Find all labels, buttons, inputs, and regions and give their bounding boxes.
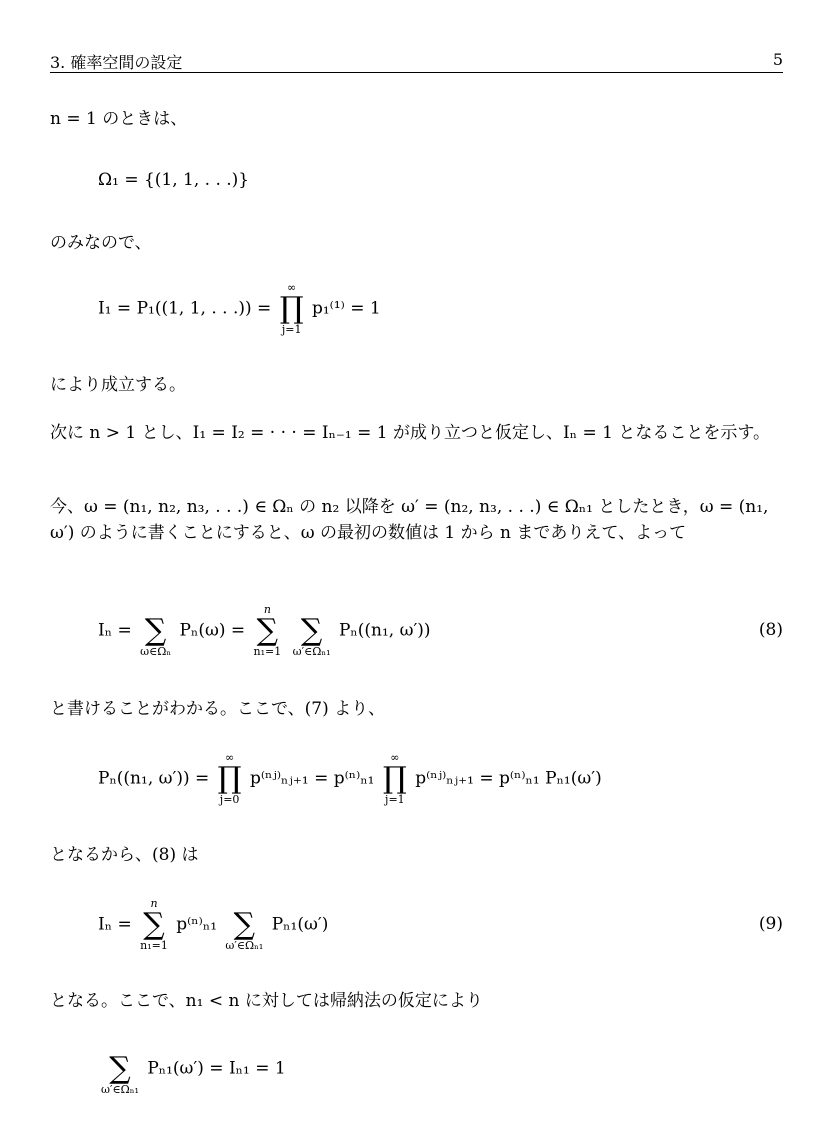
paragraph-1: n = 1 のときは、: [50, 109, 188, 129]
product-lower-limit: j=1: [281, 323, 302, 336]
eq9-rhs: Pₙ₁(ω′): [271, 914, 329, 935]
sum-operator: [140, 898, 168, 952]
product-upper-limit: ∞: [287, 281, 297, 294]
equation-number-8: (8): [758, 620, 783, 640]
equation-8: [98, 604, 783, 658]
product-symbol: ∏: [217, 761, 242, 796]
equation-I1: [98, 282, 381, 336]
eq8-mid: Pₙ(ω) =: [179, 620, 251, 641]
eq-I1-rhs: p₁⁽¹⁾ = 1: [311, 298, 381, 319]
sum-lower-limit: n₁=1: [140, 939, 168, 952]
sum-operator: [254, 604, 282, 658]
product-upper-limit: ∞: [225, 751, 235, 764]
sum-lower-limit: ω′∈Ωₙ₁: [101, 1083, 139, 1096]
sum-symbol: ∑: [109, 1051, 131, 1086]
page: [50, 0, 783, 1147]
eq8-rhs: Pₙ((n₁, ω′)): [338, 620, 431, 641]
sum-symbol: ∑: [233, 907, 256, 942]
product-operator: [383, 752, 407, 806]
paragraph-6: と書けることがわかる。ここで、(7) より、: [50, 699, 386, 719]
equation-7b: [98, 752, 602, 806]
equation-last: [98, 1042, 286, 1096]
product-symbol: ∏: [382, 761, 407, 796]
eq7b-mid: p⁽ⁿʲ⁾ₙⱼ₊₁ = p⁽ⁿ⁾ₙ₁: [249, 768, 375, 789]
sum-upper-limit: n: [150, 897, 158, 910]
page-number: 5: [772, 50, 783, 69]
sum-lower-limit: ω′∈Ωₙ₁: [292, 645, 331, 658]
sum-symbol: ∑: [256, 613, 279, 648]
sum-lower-limit: n₁=1: [253, 645, 282, 658]
sum-symbol: ∑: [144, 613, 167, 648]
sum-operator: [140, 604, 171, 658]
product-upper-limit: ∞: [390, 751, 400, 764]
paragraph-7: となるから、(8) は: [50, 845, 199, 865]
product-operator: [218, 752, 242, 806]
eq9-mid: p⁽ⁿ⁾ₙ₁: [176, 914, 218, 935]
paragraph-5: 今、ω = (n₁, n₂, n₃, . . .) ∈ Ωₙ の n₂ 以降を ω′ = (n₂, n₃, . . .) ∈ Ωₙ₁ としたとき，ω = (n₁, ω′) のように書くことにすると、ω の最初の数値は 1 から n までありえて、よって: [50, 497, 769, 543]
sum-operator: [101, 1042, 139, 1096]
sum-operator: [293, 604, 331, 658]
paragraph-8: となる。ここで、n₁ < n に対しては帰納法の仮定により: [50, 991, 483, 1011]
paragraph-3: により成立する。: [50, 375, 186, 395]
product-lower-limit: j=0: [219, 793, 240, 806]
eq9-lhs: Iₙ =: [98, 914, 138, 935]
equation-9: [98, 898, 783, 952]
eq-I1-lhs: I₁ = P₁((1, 1, . . .)) =: [98, 298, 277, 319]
sum-symbol: ∑: [143, 907, 165, 942]
running-header: [50, 50, 783, 73]
sum-operator: [225, 898, 263, 952]
paragraph-4: 次に n > 1 とし、I₁ = I₂ = · · · = Iₙ₋₁ = 1 が成り立つと仮定し、Iₙ = 1 となることを示す。: [50, 423, 770, 443]
section-title: 3. 確率空間の設定: [50, 53, 183, 72]
sum-lower-limit: ω′∈Ωₙ₁: [225, 939, 264, 952]
equation-omega1: Ω₁ = {(1, 1, . . .)}: [98, 170, 250, 190]
equation-number-9: (9): [758, 914, 783, 934]
sum-lower-limit: ω∈Ωₙ: [140, 645, 172, 658]
sum-upper-limit: n: [263, 603, 271, 616]
eq7b-lhs: Pₙ((n₁, ω′)) =: [98, 768, 215, 789]
eq8-lhs: Iₙ =: [98, 620, 138, 641]
sum-symbol: ∑: [300, 613, 323, 648]
paragraph-2: のみなので、: [50, 233, 152, 253]
eq-last-rhs: Pₙ₁(ω′) = Iₙ₁ = 1: [147, 1058, 286, 1079]
product-symbol: ∏: [279, 291, 304, 326]
eq7b-rhs: p⁽ⁿʲ⁾ₙⱼ₊₁ = p⁽ⁿ⁾ₙ₁ Pₙ₁(ω′): [415, 768, 602, 789]
product-operator: [280, 282, 304, 336]
product-lower-limit: j=1: [385, 793, 405, 806]
